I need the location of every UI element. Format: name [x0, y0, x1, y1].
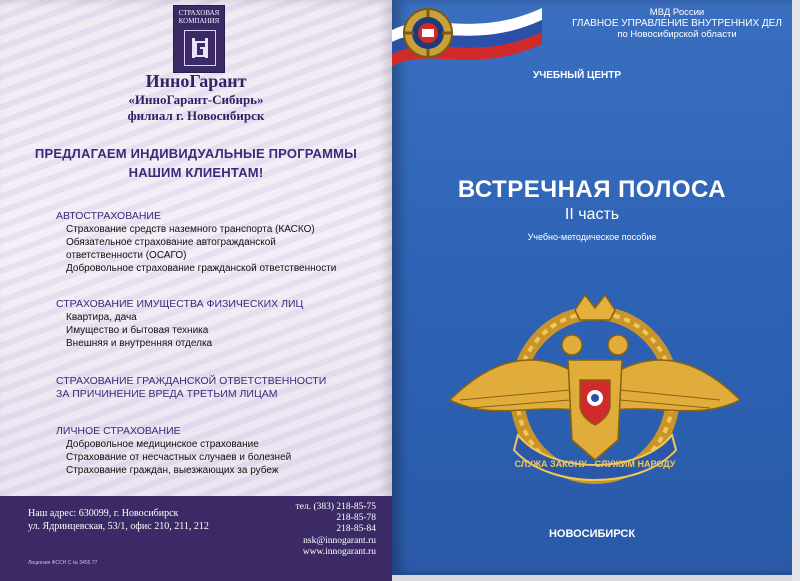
phone-3: 218-85-84 [336, 524, 376, 534]
training-center-label: УЧЕБНЫЙ ЦЕНТР [532, 70, 622, 81]
section-title: СТРАХОВАНИЕ ИМУЩЕСТВА ФИЗИЧЕСКИХ ЛИЦ [56, 298, 304, 310]
list-item: ответственности (ОСАГО) [66, 250, 187, 261]
bottom-edge [392, 575, 792, 581]
company-logo [173, 5, 225, 73]
book-title: ВСТРЕЧНАЯ ПОЛОСА [457, 176, 727, 203]
mvd-line-1: МВД России [649, 7, 705, 18]
traffic-police-emblem-icon [400, 5, 456, 61]
book-subtitle: Учебно-методическое пособие [527, 232, 657, 242]
address-line-1: Наш адрес: 630099, г. Новосибирск [28, 508, 179, 519]
mvd-line-2: ГЛАВНОЕ УПРАВЛЕНИЕ ВНУТРЕННИХ ДЕЛ [572, 18, 782, 29]
ig-monogram-icon [184, 30, 216, 66]
phone-2: 218-85-78 [336, 513, 376, 523]
double-headed-eagle-emblem-icon [450, 290, 740, 490]
section-property-insurance [56, 298, 376, 350]
brand-branch: филиал г. Новосибирск [127, 108, 265, 123]
left-page [0, 0, 392, 581]
section-auto-insurance [56, 210, 376, 275]
list-item: Добровольное страхование гражданской ответственности [66, 263, 337, 274]
brand-block [0, 70, 392, 124]
address-line-2: ул. Ядринцевская, 53/1, офис 210, 211, 212 [28, 521, 209, 532]
ribbon-motto: СЛУЖА ЗАКОНУ - СЛУЖИМ НАРОДУ [514, 459, 676, 469]
phone-block [276, 502, 376, 535]
list-item: Квартира, дача [66, 312, 137, 323]
list-item: Страхование граждан, выезжающих за рубеж [66, 465, 279, 476]
email-link[interactable]: nsk@innogarant.ru [303, 536, 376, 546]
list-item: Страхование средств наземного транспорта (КАСКО) [66, 224, 315, 235]
list-item: Внешняя и внутренняя отделка [66, 338, 213, 349]
phone-1: тел. (383) 218-85-75 [295, 502, 376, 512]
logo-company-text: СТРАХОВАЯ КОМПАНИЯ [178, 9, 220, 25]
list-item: Страхование от несчастных случаев и болезней [66, 452, 292, 463]
city-label: НОВОСИБИРСК [548, 528, 636, 540]
brand-subname: «ИнноГарант-Сибирь» [128, 92, 264, 107]
headline-line-2: НАШИМ КЛИЕНТАМ! [128, 165, 264, 180]
website-link[interactable]: www.innogarant.ru [302, 547, 376, 557]
online-contacts [276, 536, 376, 558]
contact-footer [0, 496, 392, 581]
list-item: Добровольное медицинское страхование [66, 439, 259, 450]
mvd-line-3: по Новосибирской области [617, 29, 737, 40]
ministry-header [562, 7, 792, 40]
headline-line-1: ПРЕДЛАГАЕМ ИНДИВИДУАЛЬНЫЕ ПРОГРАММЫ [34, 146, 358, 161]
list-item: Обязательное страхование автогражданской [66, 237, 276, 248]
page-edge [792, 0, 800, 581]
section-title: АВТОСТРАХОВАНИЕ [56, 210, 161, 222]
list-item: Имущество и бытовая техника [66, 325, 209, 336]
section-title-line-2: ЗА ПРИЧИНЕНИЕ ВРЕДА ТРЕТЬИМ ЛИЦАМ [56, 388, 278, 400]
brand-name: ИнноГарант [145, 71, 247, 91]
license-text: Лицензия ФССН С № 3455 77 [28, 560, 98, 566]
book-part: II часть [564, 206, 620, 223]
section-title: ЛИЧНОЕ СТРАХОВАНИЕ [56, 425, 181, 437]
section-title-line-1: СТРАХОВАНИЕ ГРАЖДАНСКОЙ ОТВЕТСТВЕННОСТИ [56, 375, 327, 387]
headline [0, 144, 392, 182]
section-liability-insurance [56, 375, 376, 401]
right-page-cover [392, 0, 792, 575]
section-personal-insurance [56, 425, 376, 477]
